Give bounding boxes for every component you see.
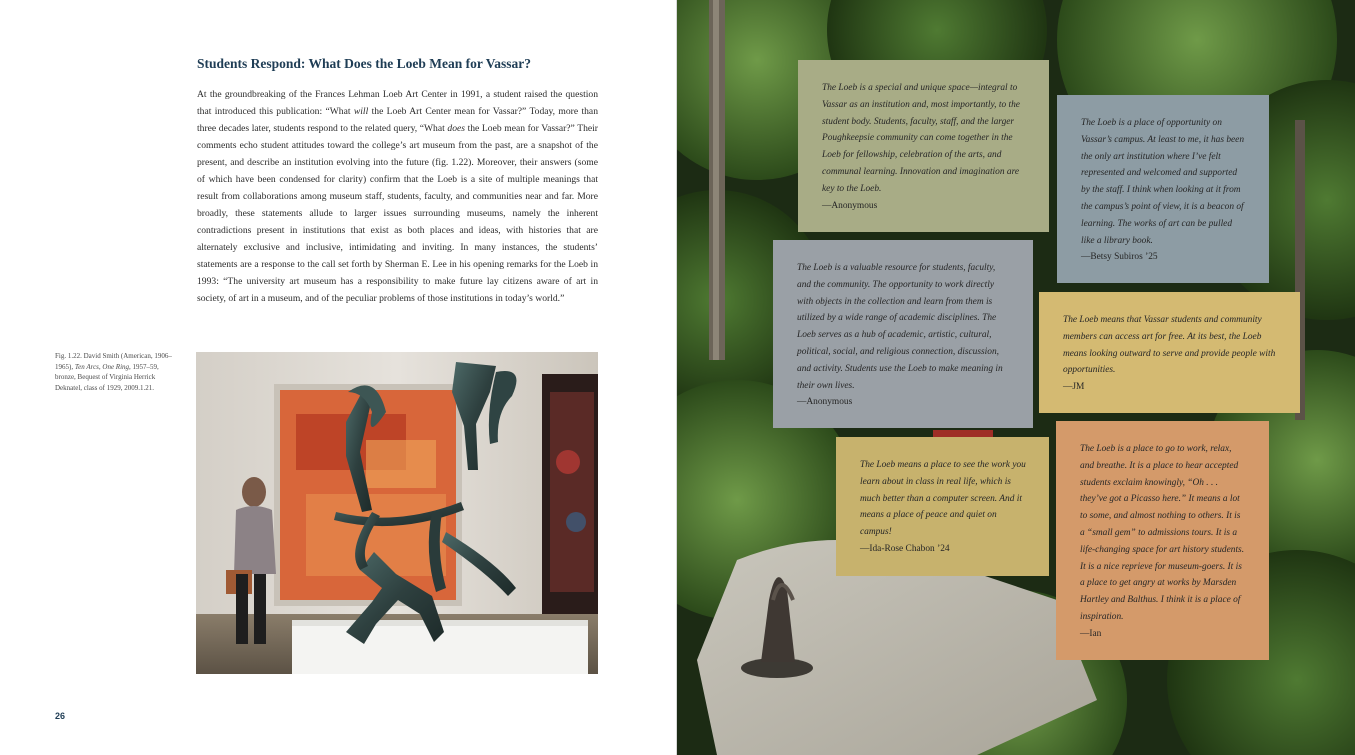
section-heading: Students Respond: What Does the Loeb Mean for Vassar? bbox=[197, 56, 532, 71]
quote-card-anonymous-2 bbox=[773, 240, 1033, 428]
quote-card-anonymous-1 bbox=[798, 60, 1049, 232]
body-text-part-2: the Loeb Art Center mean for Vassar?” Today, more than three decades later, students respond to the related query, “What bbox=[197, 106, 598, 134]
quote-text: The Loeb means that Vassar students and community members can access art for free. At its best, the Loeb means looking outward to serve and provide people with opportunities. bbox=[1063, 315, 1276, 376]
quote-card-jm bbox=[1039, 292, 1300, 413]
quote-card-ian bbox=[1056, 421, 1269, 660]
quote-author: —Ida-Rose Chabon ’24 bbox=[860, 543, 950, 554]
sculpture-photo-art bbox=[196, 352, 598, 674]
quote-author: —Betsy Subiros ’25 bbox=[1081, 252, 1158, 263]
caption-part-1: Fig. 1.22. David Smith (American, 1906–1965), bbox=[55, 352, 172, 371]
quote-text: The Loeb means a place to see the work you learn about in class in real life, which is much better than a computer screen. And it means a place of peace and quiet on campus! bbox=[860, 460, 1026, 538]
body-emphasis-will: will bbox=[353, 106, 369, 117]
right-page-garden-photo bbox=[677, 0, 1355, 755]
figure-caption bbox=[55, 351, 173, 393]
quote-card-betsy-subiros bbox=[1057, 95, 1269, 283]
quote-text: The Loeb is a valuable resource for students, faculty, and the community. The opportunity to work directly with objects in the collection and learn from them is utilized by a wide range of academic disciplines. The Loeb serves as a hub of academic, artistic, cultural, political, social, and religious connection, discussion, and activity. Students use the Loeb to make meaning in their own lives. bbox=[797, 263, 1003, 391]
body-text-part-3: the Loeb mean for Vassar?” Their comments echo student attitudes toward the college’s art museum from the past, are a snapshot of the present, and describe an institution evolving into the future (fig. 1.22). Moreover, their answers (some of which have been condensed for clarity) confirm that the Loeb is a site of multiple meanings that result from collaborations among museum staff, students, faculty, and communities near and far. More broadly, these statements allude to larger issues surrounding museums, namely the inherent contradictions present in institutions that exist as both places and ideas, with histories that are alternately exclusive and inclusive, intimidating and inviting. In many instances, the students’ statements are a response to the call set forth by Sherman E. Lee in his opening remarks for the Loeb in 1993: “The university art museum has a responsibility to make future lay citizens aware of art in society, of art in a museum, and of the peculiar problems of those institutions in today’s world.” bbox=[197, 123, 598, 304]
quote-author: —Anonymous bbox=[822, 200, 878, 211]
quote-author: —Anonymous bbox=[797, 397, 853, 408]
quote-text: The Loeb is a place to go to work, relax, and breathe. It is a place to hear accepted students exclaim knowingly, “Oh . . . they’ve got a Picasso here.” It means a lot to some, and almost nothing to others. It is a “small gem” to admissions tours. It is a life-changing space for art history students. It is a nice reprieve for museum-goers. It is a place to get angry at works by Marsden Hartley and Balthus. I think it is a place of inspiration. bbox=[1080, 444, 1245, 622]
quote-author: —Ian bbox=[1080, 628, 1102, 639]
page-number: 26 bbox=[55, 711, 66, 721]
quote-card-ida-rose-chabon bbox=[836, 437, 1049, 576]
left-page bbox=[0, 0, 677, 755]
caption-artwork-title: Ten Arcs, One Ring bbox=[74, 362, 130, 371]
quote-author: —JM bbox=[1063, 382, 1085, 393]
caption-part-3: , 1957–59, bronze, Bequest of Virginia Herrick Deknatel, class of 1929, 2009.1.21. bbox=[55, 362, 159, 392]
body-emphasis-does: does bbox=[447, 123, 465, 134]
body-text-part-1: At the groundbreaking of the Frances Lehman Loeb Art Center in 1991, a student raised the question that introduced this publication: “What bbox=[197, 89, 598, 117]
quote-text: The Loeb is a special and unique space—integral to Vassar as an institution and, most importantly, to the student body. Students, faculty, staff, and the larger Poughkeepsie community can come together in the Loeb for fellowship, celebration of the arts, and communal learning. Innovation and imagination are key to the Loeb. bbox=[822, 83, 1020, 194]
quote-text: The Loeb is a place of opportunity on Vassar’s campus. At least to me, it has been the only art institution where I’ve felt represented and welcomed and supported by the staff. I think when looking at it from the campus’s point of view, it is a beacon of learning. The works of art can be pulled like a library book. bbox=[1081, 118, 1245, 246]
sculpture-photo bbox=[196, 352, 598, 674]
body-paragraph bbox=[197, 86, 598, 307]
